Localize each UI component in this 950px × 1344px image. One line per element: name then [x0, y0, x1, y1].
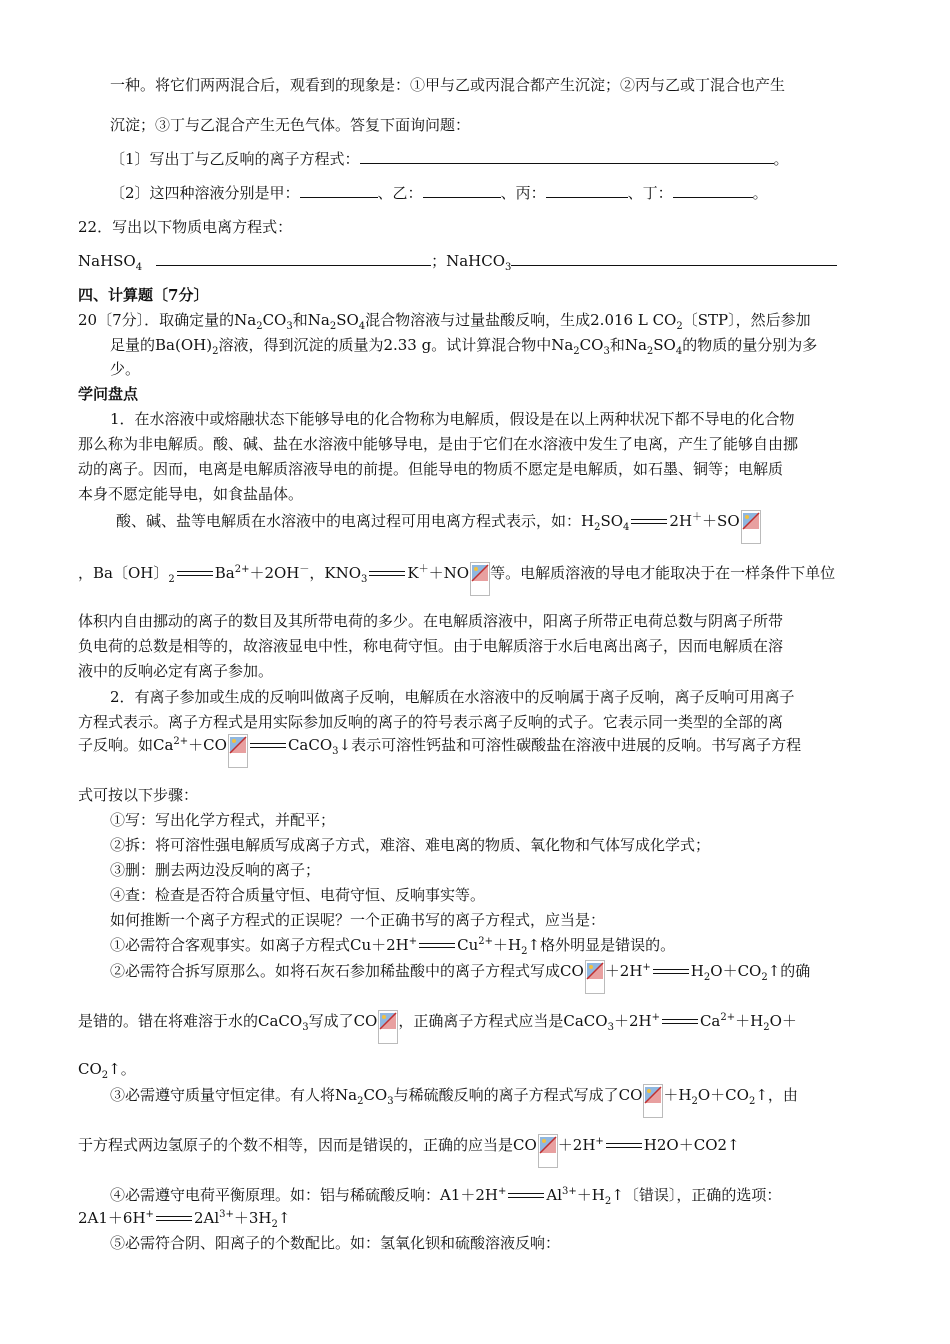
text: 四、计算题〔7分〕 — [78, 286, 209, 304]
question-20-line-2 — [110, 334, 817, 356]
rule-2-cont — [78, 1010, 797, 1044]
text: 子反响。如Ca — [78, 736, 174, 754]
text: ↑ — [277, 1209, 291, 1227]
text-line — [110, 686, 795, 708]
text: 少。 — [110, 360, 141, 378]
subscript: 2 — [691, 1096, 698, 1107]
text: ＋2H — [613, 1012, 652, 1030]
text: 等。电解质溶液的导电才能取决于在一样条件下单位 — [490, 564, 836, 582]
text: 〔STP〕，然后参加 — [682, 311, 811, 329]
text: 那么称为非电解质。酸、碱、盐在水溶液中能够导电，是由于它们在水溶液中发生了电离，产生了能够自由挪 — [78, 435, 799, 453]
text: 〔2〕这四种溶液分别是甲： — [110, 184, 300, 202]
answer-blank-yi[interactable] — [423, 183, 501, 198]
broken-image-icon — [538, 1134, 558, 1168]
broken-image-icon — [470, 562, 490, 596]
subscript: 4 — [623, 522, 630, 533]
broken-image-icon — [378, 1010, 398, 1044]
text: ④必需遵守电荷平衡原理。如：铝与稀硫酸反响：A1＋2H — [110, 1186, 499, 1204]
equation-line — [78, 562, 835, 596]
text: 如何推断一个离子方程式的正误呢？一个正确书写的离子方程式，应当是： — [110, 911, 606, 929]
equals-sign — [631, 518, 667, 526]
text: ＋2OH — [249, 564, 300, 582]
answer-blank-ding[interactable] — [673, 183, 753, 198]
text: 。 — [752, 184, 768, 202]
equals-sign — [662, 1018, 698, 1026]
text: 写成了CO — [308, 1012, 378, 1030]
subscript: 3 — [361, 574, 368, 585]
text: 本身不愿定能导电，如食盐晶体。 — [78, 485, 304, 503]
text: 一种。将它们两两混合后，观看到的现象是：①甲与乙或丙混合都产生沉淀；②丙与乙或丁混合也产生 — [110, 76, 786, 94]
answer-blank-nahco3[interactable] — [511, 251, 837, 266]
subscript: 3 — [286, 321, 293, 332]
text: ＋SO — [702, 512, 740, 530]
text: 、丁： — [627, 184, 673, 202]
text: ＋CO — [188, 736, 227, 754]
rule-4-cont — [78, 1207, 290, 1229]
superscript: 2+ — [173, 736, 189, 747]
text: ↑的确 — [767, 962, 811, 980]
text: ③必需遵守质量守恒定律。有人将Na — [110, 1086, 358, 1104]
text: ↑。 — [108, 1060, 136, 1078]
text: ，正确离子方程式应当是CaCO — [398, 1012, 608, 1030]
text: ①写：写出化学方程式，并配平； — [110, 811, 336, 829]
text: 22．写出以下物质电离方程式： — [78, 218, 293, 236]
superscript: 2+ — [234, 564, 250, 575]
ionization-line — [78, 250, 837, 272]
text: 溶液，得到沉淀的质量为2.33 g。试计算混合物中Na — [218, 336, 574, 354]
text: O＋CO — [710, 962, 762, 980]
subscript: 2 — [521, 946, 528, 957]
rule-2 — [110, 960, 810, 994]
text: 液中的反响必定有离子参加。 — [78, 662, 274, 680]
text: 〔1〕写出丁与乙反响的离子方程式： — [110, 150, 360, 168]
subscript: 2 — [646, 346, 654, 357]
text: ＋H — [663, 1086, 692, 1104]
text: SO — [336, 311, 359, 329]
step-split — [110, 834, 710, 856]
text: 2A1＋6H — [78, 1209, 146, 1227]
subscript: 2 — [168, 574, 175, 585]
equals-sign — [419, 942, 455, 950]
broken-image-icon — [228, 734, 248, 768]
step-delete — [110, 859, 320, 881]
equals-sign — [250, 742, 286, 750]
superscript: + — [642, 962, 651, 973]
subscript: 3 — [603, 346, 610, 357]
subscript: 3 — [332, 746, 339, 757]
equals-sign — [606, 1142, 642, 1150]
superscript: + — [651, 1012, 660, 1023]
text-line — [110, 114, 470, 136]
text: 于方程式两边氢原子的个数不相等，因而是错误的，正确的应当是CO — [78, 1136, 537, 1154]
subscript: 2 — [761, 972, 768, 983]
text: 负电荷的总数是相等的，故溶液显电中性，称电荷守恒。由于电解质溶于水后电离出离子，因而电解质在溶 — [78, 637, 784, 655]
text: ↓表示可溶性钙盐和可溶性碳酸盐在溶液中进展的反响。书写离子方程 — [338, 736, 802, 754]
text: CO — [363, 1086, 388, 1104]
text: ＋2H — [604, 962, 643, 980]
superscript: ＋ — [692, 512, 703, 523]
text-line — [110, 74, 785, 96]
text-line — [78, 458, 783, 480]
text: ＋2H — [557, 1136, 596, 1154]
text-line — [78, 483, 303, 505]
text: ↑，由 — [755, 1086, 798, 1104]
rule-5 — [110, 1232, 560, 1254]
text: Al — [546, 1186, 563, 1204]
superscript: + — [595, 1136, 604, 1147]
question-2-line — [110, 182, 768, 204]
superscript: + — [408, 936, 418, 947]
question-20-line-1 — [78, 309, 811, 331]
broken-image-icon — [643, 1084, 663, 1118]
subscript: 3 — [387, 1096, 394, 1107]
text-line — [78, 610, 783, 632]
text: ②拆：将可溶性强电解质写成离子方式，难溶、难电离的物质、氧化物和气体写成化学式； — [110, 836, 711, 854]
text: 与稀硫酸反响的离子方程式写成了CO — [393, 1086, 643, 1104]
text: ；NaHCO — [431, 252, 506, 270]
rule-1 — [110, 934, 675, 956]
text: 动的离子。因而，电离是电解质溶液导电的前提。但能导电的物质不愿定是电解质，如石墨、铜等；电解质 — [78, 460, 784, 478]
text-line — [78, 660, 273, 682]
text: ③删：删去两边没反响的离子； — [110, 861, 321, 879]
superscript: 2+ — [478, 936, 494, 947]
text: 的物质的量分别为多 — [682, 336, 818, 354]
text: ②必需符合拆写原那么。如将石灰石参加稀盐酸中的离子方程式写成CO — [110, 962, 584, 980]
superscript: 3+ — [562, 1186, 577, 1197]
equation-line — [116, 510, 761, 544]
subscript: 4 — [358, 321, 366, 332]
step-check — [110, 884, 485, 906]
text: 、乙： — [377, 184, 423, 202]
subscript: 2 — [271, 1219, 278, 1230]
text: 学问盘点 — [78, 385, 139, 403]
section-heading — [78, 383, 138, 405]
text: H2O＋CO2↑ — [643, 1136, 740, 1154]
text: ＋NO — [428, 564, 470, 582]
text: 足量的Ba(OH) — [110, 336, 213, 354]
text: NaHSO — [78, 252, 136, 270]
answer-blank-jia[interactable] — [300, 183, 378, 198]
subscript: 2 — [763, 1022, 770, 1033]
text: ＋H — [493, 936, 522, 954]
text: ④查：检查是否符合质量守恒、电荷守恒、反响事实等。 — [110, 886, 486, 904]
subscript: 2 — [594, 522, 601, 533]
text: 酸、碱、盐等电解质在水溶液中的电离过程可用电离方程式表示，如：H — [116, 512, 595, 530]
text: 1．在水溶液中或熔融状态下能够导电的化合物称为电解质，假设是在以上两种状况下都不导电的化合物 — [110, 410, 795, 428]
text: Ca — [699, 1012, 721, 1030]
text: 方程式表示。离子方程式是用实际参加反响的离子的符号表示离子反响的式子。它表示同一类型的全部的离 — [78, 713, 784, 731]
rule-4 — [110, 1184, 781, 1206]
text: 是错的。错在将难溶于水的CaCO — [78, 1012, 303, 1030]
text: ↑格外明显是错误的。 — [527, 936, 676, 954]
text: Cu — [457, 936, 479, 954]
broken-image-icon — [741, 510, 761, 544]
text-line — [78, 784, 198, 806]
rule-3 — [110, 1084, 798, 1118]
subscript: 2 — [604, 1196, 612, 1207]
superscript: ＋ — [418, 564, 429, 575]
text-line — [78, 635, 783, 657]
question-1-line — [110, 148, 789, 170]
subscript: 2 — [329, 321, 337, 332]
text-line — [110, 358, 140, 380]
answer-blank[interactable] — [360, 149, 774, 164]
text: ①必需符合客观事实。如离子方程式Cu＋2H — [110, 936, 409, 954]
question-22 — [78, 216, 292, 238]
text: 和Na — [292, 311, 330, 329]
rule-3-cont — [78, 1134, 740, 1168]
equals-sign — [653, 968, 689, 976]
equals-sign — [156, 1215, 192, 1223]
text: 2．有离子参加或生成的反响叫做离子反响，电解质在水溶液中的反响属于离子反响，离子反响可用离子 — [110, 688, 795, 706]
subscript: 2 — [573, 346, 580, 357]
subscript: 2 — [703, 972, 711, 983]
text: CO — [262, 311, 287, 329]
superscript: 3+ — [219, 1209, 234, 1220]
subscript: 2 — [256, 321, 263, 332]
subscript: 2 — [676, 321, 683, 332]
text: SO — [653, 336, 676, 354]
text: ，Ba〔OH〕 — [78, 564, 169, 582]
text-line — [78, 711, 783, 733]
subscript: 2 — [212, 346, 219, 357]
superscript: + — [498, 1186, 507, 1197]
step-write — [110, 809, 335, 831]
text: 。 — [773, 150, 789, 168]
answer-blank-nahso4[interactable] — [156, 251, 431, 266]
text: 、丙： — [500, 184, 546, 202]
subscript: 3 — [302, 1022, 309, 1033]
text: 20〔7分〕．取确定量的Na — [78, 311, 257, 329]
text: CO — [78, 1060, 102, 1078]
subscript: 2 — [357, 1096, 364, 1107]
text: 2Al — [193, 1209, 220, 1227]
superscript: 2+ — [720, 1012, 736, 1023]
text-line — [110, 408, 795, 430]
text: CO — [579, 336, 604, 354]
text: 式可按以下步骤： — [78, 786, 199, 804]
text: 和Na — [609, 336, 647, 354]
equation-line — [78, 734, 801, 768]
text: 2H — [669, 512, 693, 530]
superscript: － — [299, 564, 310, 575]
subscript: 4 — [135, 262, 143, 273]
equals-sign — [508, 1192, 544, 1200]
text-line — [110, 909, 605, 931]
text: O＋CO — [697, 1086, 749, 1104]
broken-image-icon — [585, 960, 605, 994]
text: ＋H — [735, 1012, 764, 1030]
text-line — [78, 433, 798, 455]
text: Ba — [214, 564, 235, 582]
text: 沉淀；③丁与乙混合产生无色气体。答复下面询问题： — [110, 116, 471, 134]
text: ，KNO — [309, 564, 362, 582]
text: H — [690, 962, 704, 980]
text: ↑〔错误〕，正确的选项： — [611, 1186, 782, 1204]
text: SO — [600, 512, 624, 530]
section-heading — [78, 284, 208, 306]
equals-sign — [369, 570, 405, 578]
answer-blank-bing[interactable] — [546, 183, 628, 198]
text: 体积内自由挪动的离子的数目及其所带电荷的多少。在电解质溶液中，阳离子所带正电荷总数与阴离子所带 — [78, 612, 784, 630]
text: ⑤必需符合阴、阳离子的个数配比。如：氢氧化钡和硫酸溶液反响： — [110, 1234, 561, 1252]
rule-2-end — [78, 1058, 136, 1080]
text: ＋H — [576, 1186, 605, 1204]
subscript: 2 — [101, 1070, 109, 1081]
text: CaCO — [287, 736, 333, 754]
subscript: 3 — [505, 262, 512, 273]
text: 混合物溶液与过量盐酸反响，生成2.016 L CO — [365, 311, 677, 329]
text: O＋ — [769, 1012, 797, 1030]
subscript: 2 — [748, 1096, 756, 1107]
text: ＋3H — [233, 1209, 272, 1227]
equals-sign — [177, 570, 213, 578]
text: K — [407, 564, 419, 582]
subscript: 3 — [607, 1022, 614, 1033]
subscript: 4 — [675, 346, 683, 357]
superscript: + — [145, 1209, 154, 1220]
